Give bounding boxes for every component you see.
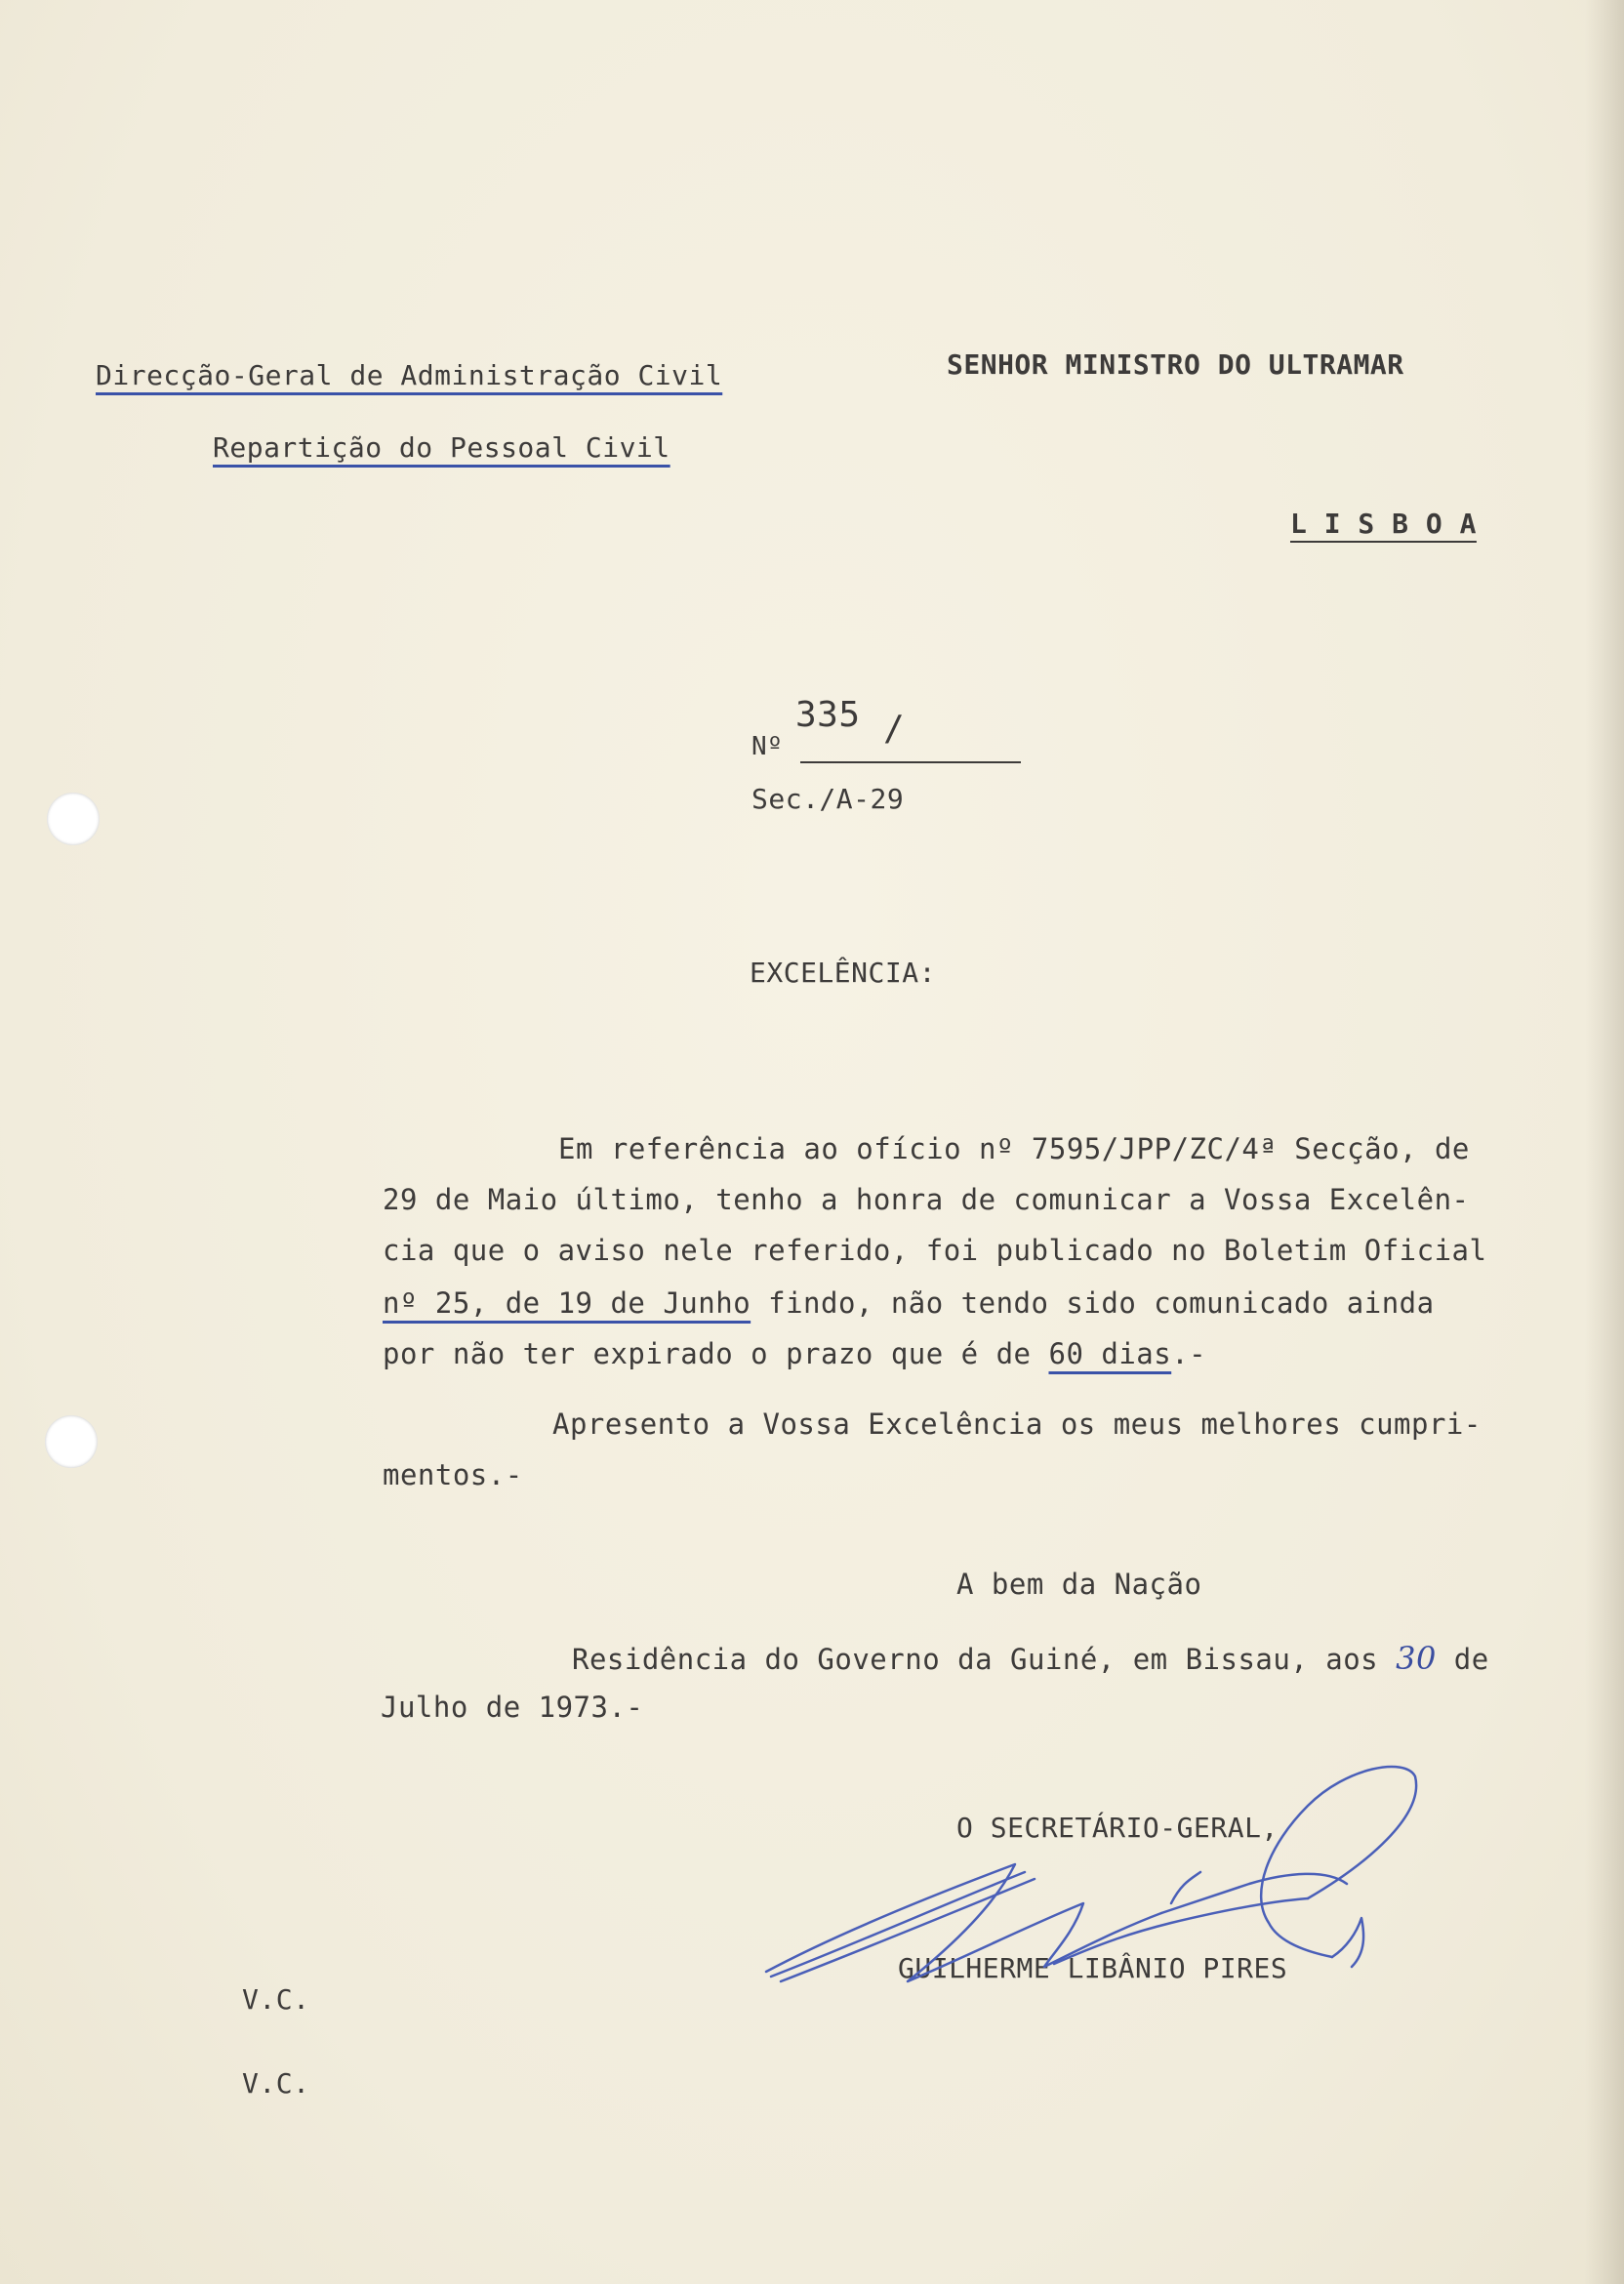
- number-underline: [800, 761, 1021, 763]
- body-line-4: [383, 1286, 1435, 1320]
- deadline-days: 60 dias: [1048, 1337, 1172, 1370]
- body-line-2: 29 de Maio último, tenho a honra de comunicar a Vossa Excelên-: [383, 1183, 1470, 1216]
- body-line-5-text: por não ter expirado o prazo que é de: [383, 1337, 1032, 1370]
- city: L I S B O A: [1290, 508, 1477, 540]
- number-value: 335: [795, 695, 861, 735]
- body-line-5-end: .-: [1171, 1337, 1207, 1370]
- body-line-3: cia que o aviso nele referido, foi publicado no Boletim Oficial: [383, 1234, 1487, 1267]
- bulletin-reference: nº 25, de 19 de Junho: [383, 1286, 751, 1320]
- punch-hole-bottom: [45, 1415, 98, 1468]
- addressee: SENHOR MINISTRO DO ULTRAMAR: [947, 348, 1404, 381]
- section-code: Sec./A-29: [751, 783, 905, 815]
- number-label: Nº: [751, 732, 784, 761]
- paper-edge-shadow: [1585, 0, 1624, 2284]
- signatory-name: GUILHERME LIBÂNIO PIRES: [898, 1952, 1288, 1984]
- handwritten-signature: [761, 1757, 1444, 2040]
- body-p2-line-2: mentos.-: [383, 1458, 523, 1491]
- place-date-line-2: Julho de 1973.-: [381, 1691, 644, 1724]
- handwritten-day: 30: [1396, 1640, 1437, 1677]
- salutation: EXCELÊNCIA:: [750, 957, 936, 989]
- vc-mark-1: V.C.: [242, 1983, 310, 2016]
- signatory-title: O SECRETÁRIO-GERAL,: [956, 1812, 1279, 1844]
- place-date-text: Residência do Governo da Guiné, em Bissau, aos: [572, 1643, 1379, 1676]
- punch-hole-top: [47, 793, 100, 845]
- section-heading: Repartição do Pessoal Civil: [213, 431, 670, 464]
- motto: A bem da Nação: [956, 1568, 1202, 1601]
- body-line-4-rest: findo, não tendo sido comunicado ainda: [768, 1286, 1435, 1320]
- body-line-1: Em referência ao ofício nº 7595/JPP/ZC/4ª Secção, de: [558, 1132, 1470, 1165]
- place-date-end: de: [1453, 1643, 1489, 1676]
- number-slash: /: [883, 709, 906, 749]
- place-date-line-1: [572, 1640, 1489, 1677]
- body-p2-line-1: Apresento a Vossa Excelência os meus melhores cumpri-: [552, 1407, 1482, 1441]
- department-heading: Direcção-Geral de Administração Civil: [96, 359, 723, 391]
- vc-mark-2: V.C.: [242, 2067, 310, 2100]
- body-line-5: [383, 1337, 1206, 1370]
